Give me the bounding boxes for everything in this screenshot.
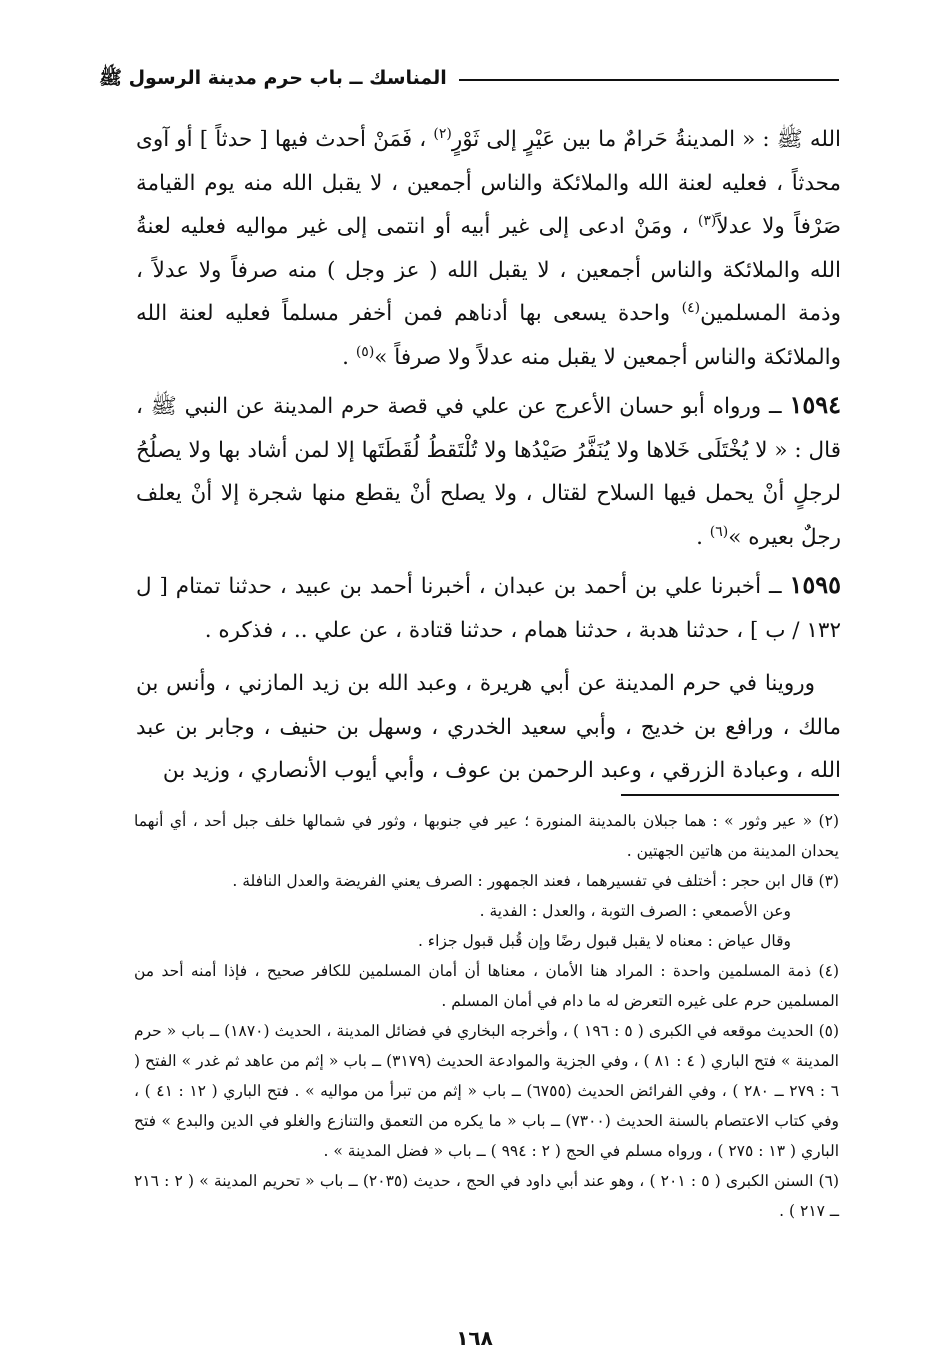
footnote-ref: (٥) xyxy=(355,343,375,360)
footnote-2: (٢) « عير وثور » : هما جبلان بالمدينة المنورة ؛ عير في جنوبها ، وثور في شمالها خلف جبل أحد ، أي أنهما يحدان المدينة من هاتين الجهتين . xyxy=(134,812,839,860)
text-run: . xyxy=(696,524,710,550)
text-run: . xyxy=(342,344,356,370)
footnotes xyxy=(134,806,839,1226)
footnote-3-continued: وعن الأصمعي : الصرف التوبة ، والعدل : الفدية . xyxy=(479,902,791,920)
hadith-1594 xyxy=(136,383,841,559)
text-run: ــ ورواه أبو حسان الأعرج عن علي في قصة حرم المدينة عن النبي ﷺ ، قال : « لا يُخْتَلَى خَلاها ولا يُنَفَّرُ صَيْدُها ولا تُلْتَقطُ لُقَطَتَها إلا لمن أشاد بها ولا يصلُحُ لرجلٍ أنْ يحمل فيها السلاح لقتال ، ولا يصلح أنْ يقطع منها شجرة إلا أنْ يعلف رجلٌ بعيره » xyxy=(136,394,841,550)
footnote-3-continued: وقال عياض : معناه لا يقبل قبول رضًا وإن قُبل قبول جزاء . xyxy=(417,932,791,950)
running-head-title: المناسك ــ باب حرم مدينة الرسول ﷺ xyxy=(99,67,447,89)
hadith-1595 xyxy=(136,563,841,652)
footnote-ref: (٢) xyxy=(433,125,452,142)
hadith-number: ١٥٩٤ xyxy=(789,390,841,419)
running-head xyxy=(99,66,839,94)
footnote-ref: (٦) xyxy=(709,523,729,540)
footnote-6: (٦) السنن الكبرى ( ٥ : ٢٠١ ) ، وهو عند أبي داود في الحج ، حديث (٢٠٣٥) ــ باب « تحريم المدينة » ( ٢ : ٢١٦ ــ ٢١٧ ) . xyxy=(134,1172,839,1220)
text-run: ــ أخبرنا علي بن أحمد بن عبدان ، أخبرنا أحمد بن عبيد ، حدثنا تمتام [ ل ١٣٢ / ب ] ، حدثنا هدبة ، حدثنا همام ، حدثنا قتادة ، عن علي .. ، فذكره . xyxy=(136,574,841,643)
main-text xyxy=(136,118,841,793)
text-run: الله ﷺ : « المدينةُ حَرامٌ ما بين عَيْرٍ إلى ثَوْرٍ xyxy=(451,127,842,152)
hadith-number: ١٥٩٥ xyxy=(789,570,841,599)
footnote-ref: (٤) xyxy=(681,299,701,316)
footnote-4: (٤) ذمة المسلمين واحدة : المراد هنا الأمان ، معناها أن أمان المسلمين للكافر صحيح ، فإذا أمنه أحد من المسلمين حرم على غيره التعرض له ما دام في أمان المسلم . xyxy=(134,962,839,1010)
footnote-ref: (٣) xyxy=(697,212,717,229)
hadith-paragraph xyxy=(136,118,841,379)
text-run: ، فَمَنْ أحدث فيها [ حدثاً ] أو آوى محدثاً ، فعليه لعنة الله والملائكة والناس أجمعين ، لا يقبل الله منه يوم القيامة صَرْفاً ولا عدلاً xyxy=(136,127,841,239)
footnote-3: (٣) قال ابن حجر : أختلف في تفسيرهما ، فعند الجمهور : الصرف يعني الفريضة والعدل النافلة . xyxy=(232,872,839,890)
narrators-paragraph: وروينا في حرم المدينة عن أبي هريرة ، وعبد الله بن زيد المازني ، وأنس بن مالك ، ورافع بن خديج ، وأبي سعيد الخدري ، وسهل بن حنيف ، وجابر بن عبد الله ، وعبادة الزرقي ، وعبد الرحمن بن عوف ، وأبي أيوب الأنصاري ، وزيد بن xyxy=(136,671,841,783)
header-rule xyxy=(459,79,839,81)
text-run: ، ومَنْ ادعى إلى غير أبيه أو انتمى إلى غير مواليه فعليه لعنةُ الله والملائكة والناس أجمعين ، لا يقبل الله ( عز وجل ) منه صرفاً ولا عدلاً ، وذمة المسلمين xyxy=(136,214,841,326)
footnote-5: (٥) الحديث موقعه في الكبرى ( ٥ : ١٩٦ ) ، وأخرجه البخاري في فضائل المدينة ، الحديث (١٨٧٠) ــ باب « حرم المدينة » فتح الباري ( ٤ : ٨١ ) ، وفي الجزية والموادعة الحديث (٣١٧٩) ــ باب « إثم من عاهد ثم غدر » الفتح ( ٦ : ٢٧٩ ــ ٢٨٠ ) ، وفي الفرائض الحديث (٦٧٥٥) ــ باب « إثم من تبرأ من مواليه » . فتح الباري ( ١٢ : ٤١ ) ، وفي كتاب الاعتصام بالسنة الحديث (٧٣٠٠) ــ باب « ما يكره من التعمق والتنازع والغلو في الدين والبدع » فتح الباري ( ١٣ : ٢٧٥ ) ، ورواه مسلم في الحج ( ٢ : ٩٩٤ ) ــ باب « فضل المدينة » . xyxy=(134,1022,840,1160)
page-number: ١٦٨ xyxy=(456,1326,493,1350)
text-run: واحدة يسعى بها أدناهم فمن أخفر مسلماً فعليه لعنة الله والملائكة والناس أجمعين لا يقبل منه عدلاً ولا صرفاً » xyxy=(136,301,841,370)
footnote-rule xyxy=(621,794,839,796)
